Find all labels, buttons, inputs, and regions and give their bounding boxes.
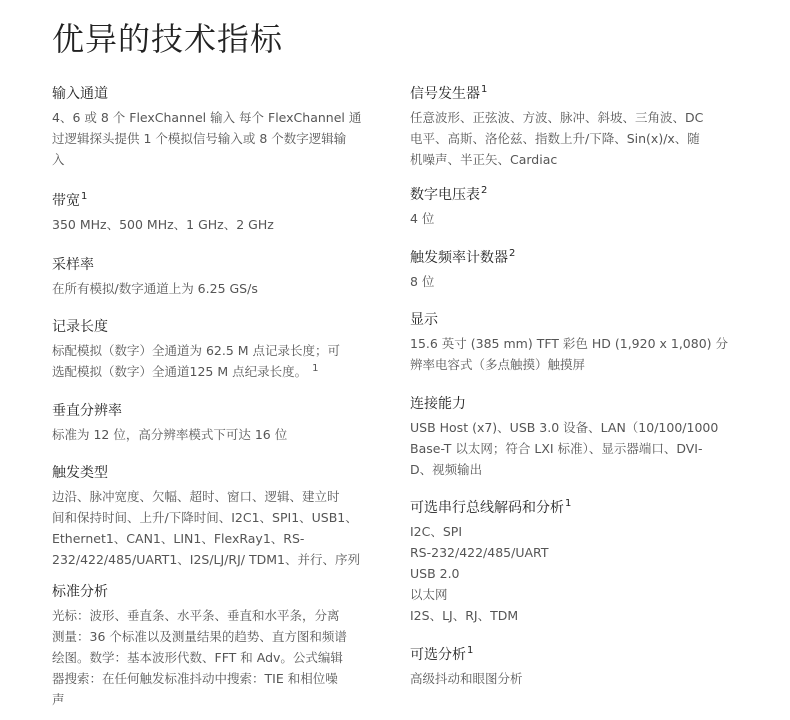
spec-input-channels xyxy=(52,84,380,191)
footnote-marker: 1 xyxy=(81,191,88,203)
spec-trigger-frequency-counter xyxy=(410,248,740,310)
spec-serial-bus-decode xyxy=(410,498,740,645)
spec-label: 输入通道 xyxy=(52,86,108,102)
footnote-marker: 1 xyxy=(565,498,572,510)
footnote-marker: 2 xyxy=(509,248,516,260)
footnote-marker: 1 xyxy=(481,84,488,96)
spec-value: 任意波形、正弦波、方波、脉冲、斜坡、三角波、DC 电平、高斯、洛伦兹、指数上升/下降、Sin(x)/x、随 机噪声、半正矢、Cardiac xyxy=(410,110,704,167)
spec-label: 连接能力 xyxy=(410,396,466,412)
page-title: 优异的技术指标 xyxy=(52,20,284,58)
spec-record-length xyxy=(52,317,380,401)
spec-label: 触发类型 xyxy=(52,465,108,481)
spec-value: 标准为 12 位，高分辨率模式下可达 16 位 xyxy=(52,427,288,442)
spec-value: 光标：波形、垂直条、水平条、垂直和水平条，分离 测量：36 个标准以及测量结果的趋势、直方图和频谱 绘图。数学：基本波形代数、FFT 和 Adv。公式编辑 器搜索：在任何触发标准抖动中搜索：TIE 和相位噪 声 xyxy=(52,608,347,707)
spec-signal-generator xyxy=(410,84,740,185)
spec-label: 标准分析 xyxy=(52,584,108,600)
spec-display xyxy=(410,310,740,394)
spec-value: 4 位 xyxy=(410,211,435,226)
footnote-marker: 1 xyxy=(467,645,474,657)
spec-value: USB Host (x7)、USB 3.0 设备、LAN（10/100/1000 Base-T 以太网；符合 LXI 标准）、显示器端口、DVI- D、视频输出 xyxy=(410,420,719,477)
spec-column-left xyxy=(52,84,380,710)
spec-vertical-resolution xyxy=(52,401,380,463)
spec-label: 显示 xyxy=(410,312,438,328)
spec-optional-analysis xyxy=(410,645,740,689)
spec-label: 垂直分辨率 xyxy=(52,403,122,419)
spec-label: 记录长度 xyxy=(52,319,108,335)
spec-value: 350 MHz、500 MHz、1 GHz、2 GHz xyxy=(52,217,274,232)
spec-value: 高级抖动和眼图分析 xyxy=(410,671,523,686)
spec-value: 4、6 或 8 个 FlexChannel 输入 每个 FlexChannel 通 过逻辑探头提供 1 个模拟信号输入或 8 个数字逻辑输 入 xyxy=(52,110,362,167)
spec-label: 数字电压表$^2$ xyxy=(410,185,488,203)
spec-label: 触发频率计数器$^2$ xyxy=(410,248,516,266)
spec-label: 可选串行总线解码和分析$^1$ xyxy=(410,498,572,516)
spec-standard-analysis xyxy=(52,582,380,710)
spec-value: 15.6 英寸 (385 mm) TFT 彩色 HD (1,920 x 1,080) 分 辨率电容式（多点触摸）触摸屏 xyxy=(410,336,729,372)
spec-label: 采样率 xyxy=(52,257,94,273)
footnote-marker: 2 xyxy=(481,185,488,197)
spec-trigger-types xyxy=(52,463,380,582)
spec-value: 8 位 xyxy=(410,274,435,289)
spec-value: 标配模拟（数字）全通道为 62.5 M 点记录长度；可 选配模拟（数字）全通道125 M 点纪录长度。 $^1$ xyxy=(52,343,341,379)
spec-value: I2C、SPI RS-232/422/485/UART USB 2.0 以太网 I2S、LJ、RJ、TDM xyxy=(410,524,549,623)
spec-digital-voltmeter xyxy=(410,185,740,248)
spec-label: 可选分析$^1$ xyxy=(410,645,474,663)
spec-label: 带宽$^1$ xyxy=(52,191,88,209)
spec-bandwidth xyxy=(52,191,380,255)
spec-value: 在所有模拟/数字通道上为 6.25 GS/s xyxy=(52,281,258,296)
footnote-marker: 1 xyxy=(312,362,319,374)
spec-label: 信号发生器$^1$ xyxy=(410,84,488,102)
spec-connectivity xyxy=(410,394,740,498)
spec-column-right xyxy=(410,84,740,689)
spec-value: 边沿、脉冲宽度、欠幅、超时、窗口、逻辑、建立时 间和保持时间、上升/下降时间、I2C1、SPI1、USB1、 Ethernet1、CAN1、LIN1、FlexRay1、RS- 232/422/485/UART1、I2S/LJ/RJ/ TDM1、并行、序列 xyxy=(52,489,360,567)
spec-sample-rate xyxy=(52,255,380,317)
